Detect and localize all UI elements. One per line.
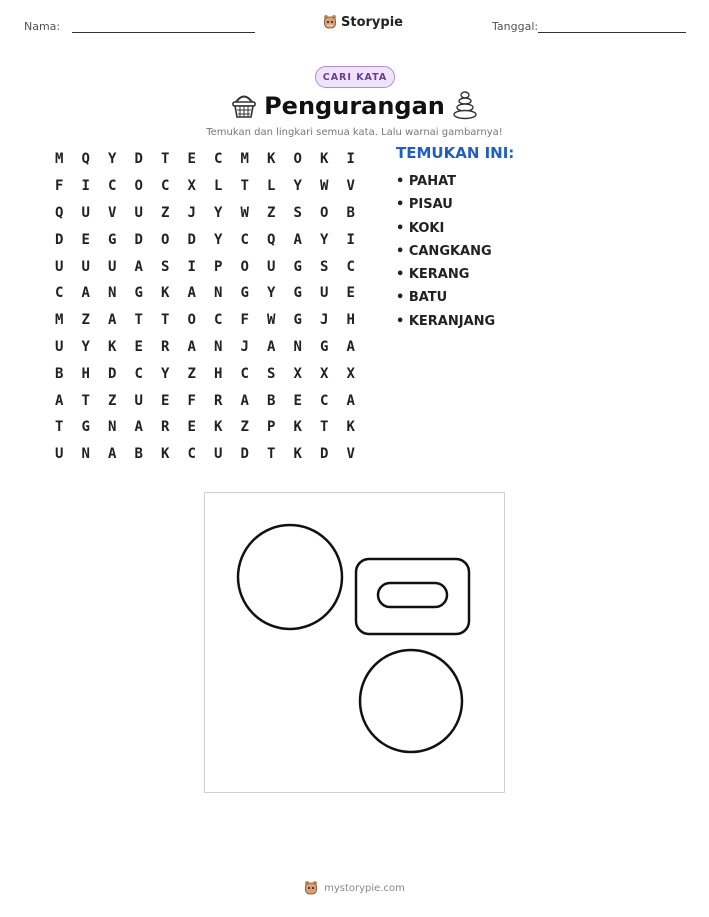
grid-letter[interactable]: P <box>214 258 223 275</box>
grid-letter[interactable]: G <box>320 338 329 355</box>
grid-letter[interactable]: D <box>134 231 143 248</box>
word-search-grid[interactable] <box>46 146 364 468</box>
grid-letter[interactable]: A <box>134 419 143 436</box>
grid-letter[interactable]: H <box>346 312 355 329</box>
brand-name: Storypie <box>341 14 403 30</box>
grid-letter[interactable]: C <box>55 285 64 302</box>
grid-letter[interactable]: E <box>187 151 196 168</box>
grid-letter[interactable]: V <box>108 204 117 221</box>
grid-letter[interactable]: K <box>320 151 329 168</box>
grid-letter[interactable]: K <box>267 151 276 168</box>
grid-letter[interactable]: X <box>293 365 302 382</box>
grid-letter[interactable]: N <box>214 338 223 355</box>
grid-letter[interactable]: V <box>346 446 355 463</box>
grid-letter[interactable]: X <box>320 365 329 382</box>
page-title: Pengurangan <box>264 92 445 120</box>
grid-letter[interactable]: K <box>161 446 170 463</box>
grid-letter[interactable]: U <box>134 204 143 221</box>
word-list-item: • BATU <box>396 290 448 306</box>
date-label: Tanggal: <box>492 20 539 33</box>
round-shape[interactable] <box>238 525 342 629</box>
grid-letter[interactable]: I <box>346 151 355 168</box>
footer <box>0 880 709 896</box>
grid-letter[interactable]: Z <box>187 365 196 382</box>
grid-letter[interactable]: G <box>293 312 302 329</box>
grid-letter[interactable]: W <box>240 204 249 221</box>
grid-letter[interactable]: U <box>320 285 329 302</box>
grid-letter[interactable]: C <box>346 258 355 275</box>
storypie-mascot-icon <box>304 880 318 896</box>
grid-letter[interactable]: E <box>134 338 143 355</box>
grid-letter[interactable]: F <box>55 178 64 195</box>
grid-letter[interactable]: K <box>108 338 117 355</box>
footer-url[interactable]: mystorypie.com <box>324 882 405 894</box>
grid-letter[interactable]: C <box>214 312 223 329</box>
grid-letter[interactable]: R <box>161 338 170 355</box>
grid-letter[interactable]: A <box>187 338 196 355</box>
shells-drawing[interactable] <box>205 493 504 792</box>
grid-letter[interactable]: Z <box>267 204 276 221</box>
grid-letter[interactable]: U <box>108 258 117 275</box>
grid-letter[interactable]: E <box>81 231 90 248</box>
grid-letter[interactable]: C <box>161 178 170 195</box>
grid-letter[interactable]: A <box>108 312 117 329</box>
grid-letter[interactable]: B <box>134 446 143 463</box>
grid-letter[interactable]: H <box>214 365 223 382</box>
grid-letter[interactable]: J <box>187 204 196 221</box>
grid-letter[interactable]: Q <box>267 231 276 248</box>
word-list <box>396 170 495 333</box>
grid-letter[interactable]: Z <box>240 419 249 436</box>
grid-letter[interactable]: T <box>320 419 329 436</box>
grid-letter[interactable]: O <box>320 204 329 221</box>
grid-letter[interactable]: Y <box>320 231 329 248</box>
grid-letter[interactable]: N <box>108 285 117 302</box>
grid-letter[interactable]: X <box>187 178 196 195</box>
brand-logo <box>323 14 403 30</box>
grid-letter[interactable]: T <box>267 446 276 463</box>
storypie-mascot-icon <box>323 14 337 30</box>
grid-letter[interactable]: G <box>240 285 249 302</box>
grid-letter[interactable]: X <box>346 365 355 382</box>
grid-letter[interactable]: K <box>214 419 223 436</box>
grid-letter[interactable]: C <box>134 365 143 382</box>
grid-letter[interactable]: G <box>293 285 302 302</box>
name-line[interactable] <box>72 32 255 33</box>
grid-letter[interactable]: Y <box>214 204 223 221</box>
grid-letter[interactable]: D <box>187 231 196 248</box>
grid-letter[interactable]: I <box>81 178 90 195</box>
grid-letter[interactable]: Y <box>293 178 302 195</box>
coloring-area[interactable] <box>204 492 505 793</box>
grid-letter[interactable]: F <box>240 312 249 329</box>
grid-letter[interactable]: T <box>240 178 249 195</box>
grid-letter[interactable]: V <box>346 178 355 195</box>
name-label: Nama: <box>24 20 61 33</box>
grid-letter[interactable]: Y <box>108 151 117 168</box>
grid-letter[interactable]: Y <box>214 231 223 248</box>
grid-letter[interactable]: S <box>161 258 170 275</box>
grid-letter[interactable]: A <box>267 338 276 355</box>
grid-letter[interactable]: J <box>320 312 329 329</box>
grid-letter[interactable]: M <box>240 151 249 168</box>
grid-letter[interactable]: Z <box>161 204 170 221</box>
grid-letter[interactable]: S <box>320 258 329 275</box>
grid-letter[interactable]: O <box>161 231 170 248</box>
grid-letter[interactable]: E <box>187 419 196 436</box>
grid-letter[interactable]: Q <box>55 204 64 221</box>
grid-letter[interactable]: G <box>108 231 117 248</box>
grid-letter[interactable]: U <box>81 258 90 275</box>
grid-letter[interactable]: O <box>293 151 302 168</box>
grid-letter[interactable]: N <box>293 338 302 355</box>
grid-letter[interactable]: G <box>134 285 143 302</box>
grid-letter[interactable]: A <box>134 258 143 275</box>
grid-letter[interactable]: W <box>320 178 329 195</box>
instructions: Temukan dan lingkari semua kata. Lalu warnai gambarnya! <box>206 127 503 138</box>
word-list-item: • PISAU <box>396 197 453 213</box>
grid-letter[interactable]: T <box>161 151 170 168</box>
word-list-item: • CANGKANG <box>396 243 492 259</box>
grid-letter[interactable]: T <box>55 419 64 436</box>
grid-letter[interactable]: A <box>81 285 90 302</box>
word-list-item: • KERANJANG <box>396 313 496 329</box>
grid-letter[interactable]: U <box>55 258 64 275</box>
grid-letter[interactable]: G <box>81 419 90 436</box>
grid-letter[interactable]: D <box>320 446 329 463</box>
lower-round-shape[interactable] <box>360 650 462 752</box>
category-badge: CARI KATA <box>315 66 395 88</box>
grid-letter[interactable]: M <box>55 312 64 329</box>
grid-letter[interactable]: Z <box>108 392 117 409</box>
grid-letter[interactable]: W <box>267 312 276 329</box>
grid-letter[interactable]: R <box>214 392 223 409</box>
stacked-stones-icon <box>452 90 478 120</box>
grid-letter[interactable]: A <box>240 392 249 409</box>
word-list-item: • KERANG <box>396 267 470 283</box>
grid-letter[interactable]: Y <box>267 285 276 302</box>
grid-letter[interactable]: N <box>108 419 117 436</box>
grid-letter[interactable]: O <box>134 178 143 195</box>
grid-letter[interactable]: F <box>187 392 196 409</box>
grid-letter[interactable]: U <box>214 446 223 463</box>
grid-letter[interactable]: A <box>293 231 302 248</box>
grid-letter[interactable]: L <box>214 178 223 195</box>
grid-letter[interactable]: C <box>240 365 249 382</box>
grid-letter[interactable]: D <box>134 151 143 168</box>
grid-letter[interactable]: L <box>267 178 276 195</box>
grid-letter[interactable]: A <box>187 285 196 302</box>
grid-letter[interactable]: A <box>55 392 64 409</box>
grid-letter[interactable]: S <box>293 204 302 221</box>
word-list-item: • PAHAT <box>396 174 457 189</box>
grid-letter[interactable]: S <box>267 365 276 382</box>
grid-letter[interactable]: A <box>346 338 355 355</box>
grid-letter[interactable]: G <box>293 258 302 275</box>
grid-letter[interactable]: Y <box>161 365 170 382</box>
word-list-item: • KOKI <box>396 220 445 236</box>
grid-letter[interactable]: Y <box>81 338 90 355</box>
grid-letter[interactable]: B <box>346 204 355 221</box>
grid-letter[interactable]: R <box>161 419 170 436</box>
grid-letter[interactable]: P <box>267 419 276 436</box>
grid-letter[interactable]: K <box>346 419 355 436</box>
grid-letter[interactable]: A <box>346 392 355 409</box>
grid-letter[interactable]: K <box>161 285 170 302</box>
grid-letter[interactable]: O <box>187 312 196 329</box>
grid-letter[interactable]: J <box>240 338 249 355</box>
grid-letter[interactable]: C <box>187 446 196 463</box>
inner-slot-shape[interactable] <box>378 583 447 607</box>
grid-letter[interactable]: K <box>293 419 302 436</box>
grid-letter[interactable]: Q <box>81 151 90 168</box>
grid-letter[interactable]: E <box>293 392 302 409</box>
date-line[interactable] <box>538 32 686 33</box>
grid-letter[interactable]: T <box>161 312 170 329</box>
grid-letter[interactable]: O <box>240 258 249 275</box>
grid-letter[interactable]: Z <box>81 312 90 329</box>
grid-letter[interactable]: T <box>81 392 90 409</box>
grid-letter[interactable]: C <box>214 151 223 168</box>
grid-letter[interactable]: U <box>55 446 64 463</box>
grid-letter[interactable]: C <box>240 231 249 248</box>
grid-letter[interactable]: D <box>240 446 249 463</box>
grid-letter[interactable]: I <box>187 258 196 275</box>
grid-letter[interactable]: D <box>108 365 117 382</box>
grid-letter[interactable]: U <box>81 204 90 221</box>
grid-letter[interactable]: N <box>81 446 90 463</box>
grid-letter[interactable]: H <box>81 365 90 382</box>
grid-letter[interactable]: C <box>108 178 117 195</box>
grid-letter[interactable]: U <box>55 338 64 355</box>
grid-letter[interactable]: M <box>55 151 64 168</box>
grid-letter[interactable]: B <box>267 392 276 409</box>
grid-letter[interactable]: I <box>346 231 355 248</box>
grid-letter[interactable]: B <box>55 365 64 382</box>
grid-letter[interactable]: N <box>214 285 223 302</box>
grid-letter[interactable]: T <box>134 312 143 329</box>
grid-letter[interactable]: U <box>134 392 143 409</box>
grid-letter[interactable]: A <box>108 446 117 463</box>
grid-letter[interactable]: E <box>346 285 355 302</box>
grid-letter[interactable]: U <box>267 258 276 275</box>
grid-letter[interactable]: D <box>55 231 64 248</box>
grid-letter[interactable]: E <box>161 392 170 409</box>
word-list-title: TEMUKAN INI: <box>396 144 515 162</box>
grid-letter[interactable]: K <box>293 446 302 463</box>
grid-letter[interactable]: C <box>320 392 329 409</box>
